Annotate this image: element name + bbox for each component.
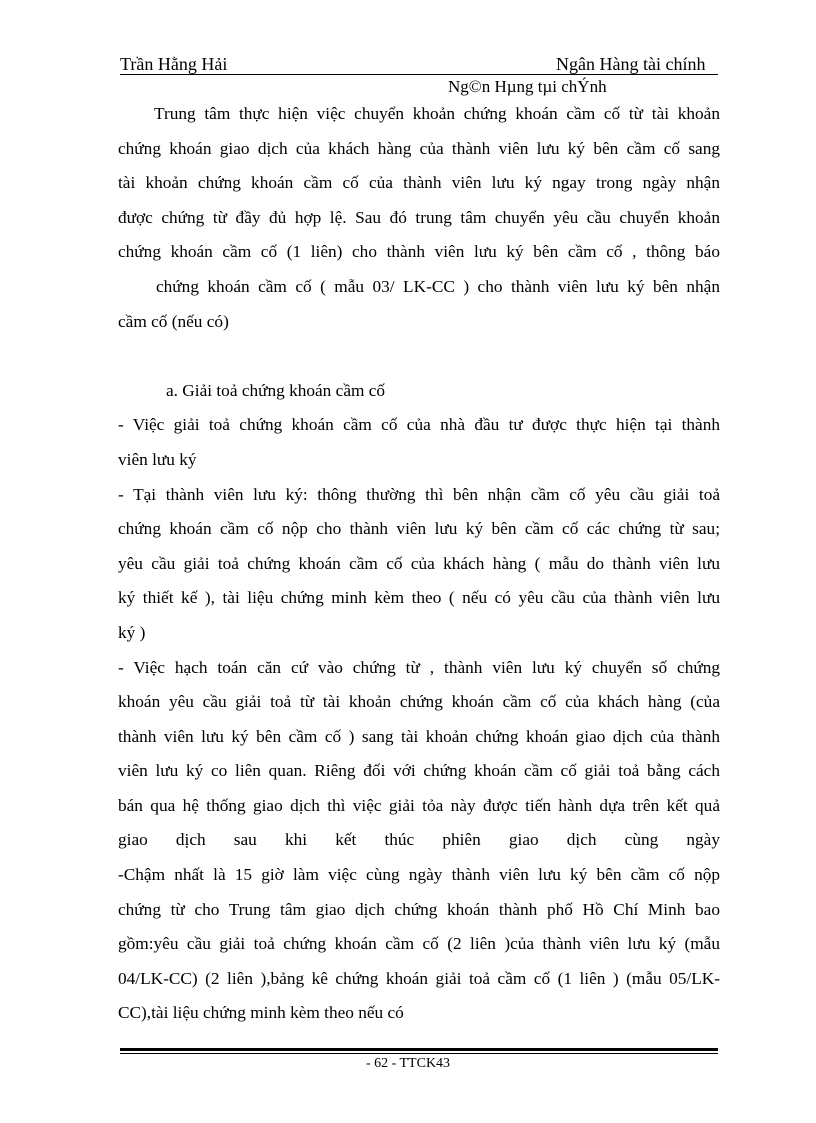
paragraph-release bbox=[118, 408, 720, 477]
header-subject-garbled: Ng©n Hµng tµi chÝnh bbox=[448, 77, 607, 96]
text-line: tài khoản chứng khoán cầm cố của thành viên lưu ký ngay trong ngày nhận bbox=[118, 173, 720, 193]
header-subject: Ngân Hàng tài chính bbox=[556, 54, 706, 74]
header-rule bbox=[120, 74, 718, 75]
text-line: CC),tài liệu chứng minh kèm theo nếu có bbox=[118, 1003, 404, 1023]
paragraph-transfer bbox=[118, 97, 720, 270]
page-number: - 62 - TTCK43 bbox=[365, 1056, 451, 1071]
text-line: chứng khoán cầm cố ( mẫu 03/ LK-CC ) cho thành viên lưu ký bên nhận bbox=[156, 276, 720, 296]
text-line: được chứng từ đầy đủ hợp lệ. Sau đó trung tâm chuyển yêu cầu chuyển khoản bbox=[118, 207, 720, 227]
text-line: thành viên lưu ký bên cầm cố ) sang tài khoản chứng khoán giao dịch của thành bbox=[118, 726, 720, 746]
text-line: chứng khoán giao dịch của khách hàng của thành viên lưu ký bên cầm cố sang bbox=[118, 138, 720, 158]
footer-rule-thick bbox=[120, 1048, 718, 1051]
text-line: yêu cầu giải toả chứng khoán cầm cố của khách hàng ( mẫu do thành viên lưu bbox=[118, 553, 720, 573]
text-line: viên lưu ký bbox=[118, 449, 197, 469]
blank-line bbox=[118, 339, 720, 374]
text-line: ký ) bbox=[118, 622, 146, 642]
header-author: Trần Hằng Hải bbox=[120, 54, 228, 74]
text-line: cầm cố (nếu có) bbox=[118, 311, 229, 331]
text-line: chứng khoán cầm cố nộp cho thành viên lưu ký bên cầm cố các chứng từ sau; bbox=[118, 519, 720, 539]
text-line: ký thiết kế ), tài liệu chứng minh kèm theo ( nếu có yêu cầu của thành viên lưu bbox=[118, 588, 720, 608]
document-body bbox=[118, 97, 720, 1031]
text-line: - Việc giải toả chứng khoán cầm cố của nhà đầu tư được thực hiện tại thành bbox=[118, 415, 720, 435]
text-line: viên lưu ký co liên quan. Riêng đối với chứng khoán cầm cố giải toả bằng cách bbox=[118, 761, 720, 781]
text-line: khoán yêu cầu giải toả từ tài khoản chứng khoán cầm cố của khách hàng (của bbox=[118, 692, 720, 712]
text-line: - Tại thành viên lưu ký: thông thường thì bên nhận cầm cố yêu cầu giải toả bbox=[118, 484, 720, 504]
paragraph-accounting bbox=[118, 651, 720, 1032]
footer-rule-thin bbox=[120, 1053, 718, 1054]
text-line: gồm:yêu cầu giải toả chứng khoán cầm cố (2 liên )của thành viên lưu ký (mẫu bbox=[118, 934, 720, 954]
text-line: chứng từ cho Trung tâm giao dịch chứng khoán thành phố Hồ Chí Minh bao bbox=[118, 899, 720, 919]
text-line: bán qua hệ thống giao dịch thì việc giải tỏa này được tiến hành dựa trên kết quả bbox=[118, 795, 720, 815]
text-line: giao dịch sau khi kết thúc phiên giao dịch cùng ngày bbox=[118, 830, 720, 850]
text-line: - Việc hạch toán căn cứ vào chứng từ , thành viên lưu ký chuyển số chứng bbox=[118, 657, 720, 677]
text-line: 04/LK-CC) (2 liên ),bảng kê chứng khoán giải toả cầm cố (1 liên ) (mẫu 05/LK- bbox=[118, 968, 720, 988]
paragraph-notice bbox=[118, 270, 720, 339]
paragraph-member bbox=[118, 478, 720, 651]
text-line: chứng khoán cầm cố (1 liên) cho thành viên lưu ký bên cầm cố , thông báo bbox=[118, 242, 720, 262]
text-line: Trung tâm thực hiện việc chuyển khoản chứng khoán cầm cố từ tài khoản bbox=[154, 104, 720, 123]
text-line: -Chậm nhất là 15 giờ làm việc cùng ngày thành viên lưu ký bên cầm cố nộp bbox=[118, 865, 720, 885]
section-heading-a: a. Giải toả chứng khoán cầm cố bbox=[166, 380, 386, 400]
